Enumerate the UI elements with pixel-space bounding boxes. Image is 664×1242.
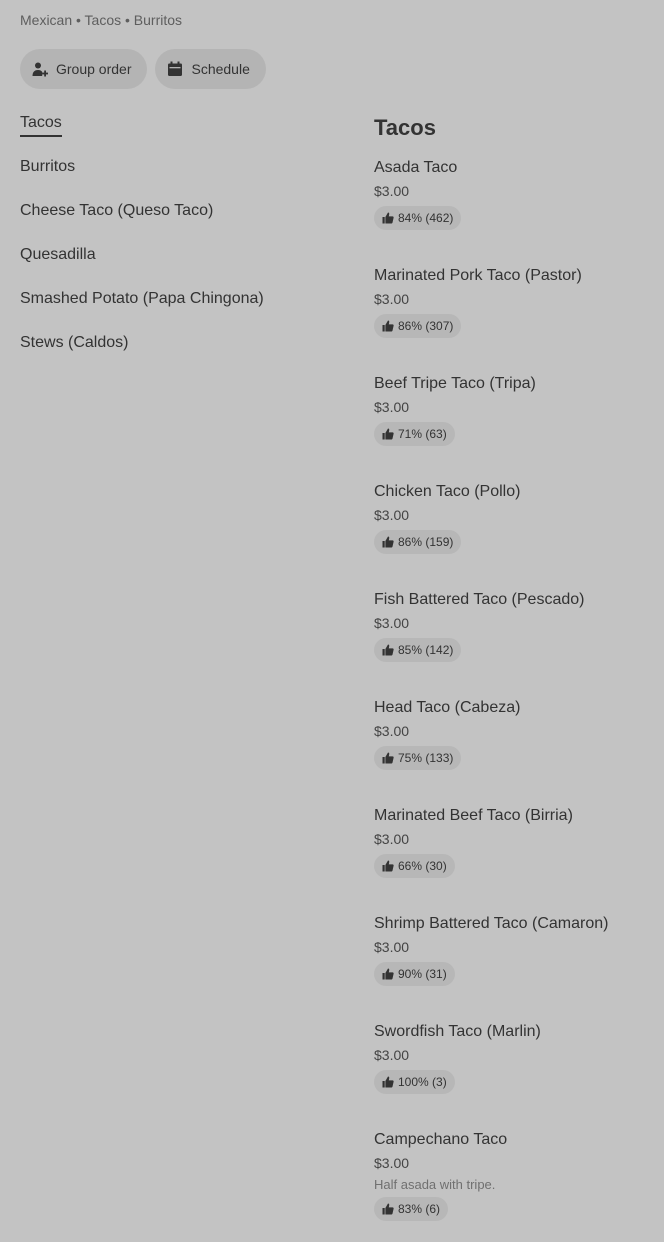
menu-item[interactable] [374, 804, 654, 912]
item-name: Marinated Beef Taco (Birria) [374, 807, 573, 824]
item-name: Swordfish Taco (Marlin) [374, 1023, 541, 1040]
category-nav [20, 112, 264, 376]
menu-section-tacos [374, 114, 654, 1242]
menu-item[interactable] [374, 1020, 654, 1128]
thumbs-up-icon [382, 428, 394, 440]
rating-text: 83% (6) [398, 1202, 441, 1216]
item-name: Beef Tripe Taco (Tripa) [374, 375, 536, 392]
category-quesadilla[interactable]: Quesadilla [20, 246, 96, 263]
rating-text: 71% (63) [398, 427, 447, 441]
rating-badge [374, 854, 455, 878]
section-title: Tacos [374, 115, 436, 140]
rating-text: 90% (31) [398, 967, 447, 981]
item-price: $3.00 [374, 939, 410, 955]
item-price: $3.00 [374, 723, 410, 739]
rating-badge [374, 1197, 448, 1221]
item-price: $3.00 [374, 183, 410, 199]
menu-item[interactable] [374, 1128, 654, 1242]
schedule-button[interactable] [155, 49, 265, 89]
category-cheese-taco[interactable]: Cheese Taco (Queso Taco) [20, 202, 214, 219]
item-name: Chicken Taco (Pollo) [374, 483, 521, 500]
item-name: Head Taco (Cabeza) [374, 699, 521, 716]
menu-item[interactable] [374, 480, 654, 588]
item-name: Campechano Taco [374, 1131, 508, 1148]
rating-badge [374, 422, 455, 446]
rating-badge [374, 314, 461, 338]
calendar-icon [167, 61, 183, 77]
rating-badge [374, 206, 461, 230]
rating-badge [374, 962, 455, 986]
menu-item[interactable] [374, 696, 654, 804]
item-price: $3.00 [374, 399, 410, 415]
item-price: $3.00 [374, 1047, 410, 1063]
category-smashed-potato[interactable]: Smashed Potato (Papa Chingona) [20, 290, 264, 307]
thumbs-up-icon [382, 1203, 394, 1215]
item-price: $3.00 [374, 507, 410, 523]
item-description: Half asada with tripe. [374, 1177, 496, 1192]
thumbs-up-icon [382, 644, 394, 656]
rating-text: 86% (307) [398, 319, 454, 333]
thumbs-up-icon [382, 1076, 394, 1088]
rating-text: 86% (159) [398, 535, 454, 549]
item-name: Fish Battered Taco (Pescado) [374, 591, 585, 608]
order-actions [20, 49, 266, 89]
thumbs-up-icon [382, 752, 394, 764]
category-burritos[interactable]: Burritos [20, 158, 76, 175]
group-order-label: Group order [56, 61, 132, 77]
schedule-label: Schedule [191, 61, 250, 77]
group-order-button[interactable] [20, 49, 147, 89]
person-add-icon [32, 61, 48, 77]
item-name: Shrimp Battered Taco (Camaron) [374, 915, 609, 932]
item-price: $3.00 [374, 291, 410, 307]
item-price: $3.00 [374, 1155, 410, 1171]
menu-item[interactable] [374, 912, 654, 1020]
item-price: $3.00 [374, 615, 410, 631]
item-price: $3.00 [374, 831, 410, 847]
menu-item[interactable] [374, 264, 654, 372]
rating-text: 100% (3) [398, 1075, 447, 1089]
menu-item[interactable] [374, 372, 654, 480]
rating-badge [374, 1070, 455, 1094]
item-name: Marinated Pork Taco (Pastor) [374, 267, 582, 284]
category-stews[interactable]: Stews (Caldos) [20, 334, 129, 351]
thumbs-up-icon [382, 860, 394, 872]
rating-text: 85% (142) [398, 643, 454, 657]
category-tacos[interactable]: Tacos [20, 112, 264, 156]
menu-item[interactable] [374, 588, 654, 696]
rating-text: 75% (133) [398, 751, 454, 765]
thumbs-up-icon [382, 536, 394, 548]
item-name: Asada Taco [374, 159, 458, 176]
thumbs-up-icon [382, 320, 394, 332]
rating-badge [374, 746, 461, 770]
thumbs-up-icon [382, 968, 394, 980]
rating-text: 66% (30) [398, 859, 447, 873]
thumbs-up-icon [382, 212, 394, 224]
cuisine-tags: Mexican • Tacos • Burritos [20, 12, 183, 28]
rating-text: 84% (462) [398, 211, 454, 225]
menu-item[interactable] [374, 156, 654, 264]
rating-badge [374, 530, 461, 554]
rating-badge [374, 638, 461, 662]
